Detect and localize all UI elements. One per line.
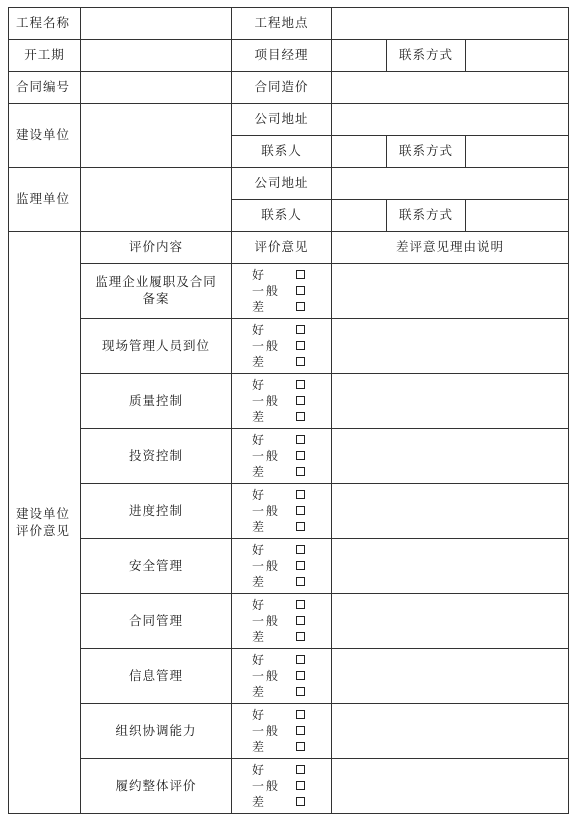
- rating-option: [252, 558, 331, 574]
- col-content-header: 评价内容: [81, 232, 232, 264]
- rating-options: [232, 264, 332, 319]
- rating-option: [252, 762, 331, 778]
- rating-checkbox[interactable]: [296, 781, 305, 790]
- rating-checkbox[interactable]: [296, 286, 305, 295]
- rating-checkbox[interactable]: [296, 467, 305, 476]
- rating-option: [252, 338, 331, 354]
- rating-option-label: 差: [252, 685, 267, 699]
- contract-no-label: 合同编号: [9, 72, 81, 104]
- col-explain-header: 差评意见理由说明: [332, 232, 569, 264]
- start-date-label: 开工期: [9, 40, 81, 72]
- evaluation-row: [9, 539, 569, 594]
- rating-option-label: 差: [252, 520, 267, 534]
- rating-checkbox[interactable]: [296, 490, 305, 499]
- start-date-field[interactable]: [81, 40, 232, 72]
- rating-option-label: 一般: [252, 504, 281, 518]
- rating-option: [252, 519, 331, 535]
- rating-checkbox[interactable]: [296, 616, 305, 625]
- rating-option: [252, 283, 331, 299]
- project-name-label: 工程名称: [9, 8, 81, 40]
- project-manager-label: 项目经理: [232, 40, 332, 72]
- criterion-label: 投资控制: [81, 429, 232, 484]
- rating-options: [232, 374, 332, 429]
- rating-checkbox[interactable]: [296, 687, 305, 696]
- evaluation-row: [9, 759, 569, 814]
- builder-label: 建设单位: [9, 104, 81, 168]
- rating-checkbox[interactable]: [296, 671, 305, 680]
- evaluation-row: [9, 484, 569, 539]
- rating-option-label: 一般: [252, 614, 281, 628]
- evaluation-row: [9, 594, 569, 649]
- rating-option-label: 好: [252, 323, 267, 337]
- explanation-field[interactable]: [332, 429, 569, 484]
- explanation-field[interactable]: [332, 264, 569, 319]
- criterion-label: 安全管理: [81, 539, 232, 594]
- evaluation-section-label-line2: 评价意见: [16, 522, 71, 538]
- evaluation-row: [9, 429, 569, 484]
- rating-options: [232, 704, 332, 759]
- rating-option: [252, 409, 331, 425]
- rating-checkbox[interactable]: [296, 341, 305, 350]
- supervisor-address-field[interactable]: [332, 168, 569, 200]
- rating-checkbox[interactable]: [296, 270, 305, 279]
- rating-option-label: 一般: [252, 779, 281, 793]
- supervisor-contact-person-field[interactable]: [332, 200, 387, 232]
- contract-price-field[interactable]: [332, 72, 569, 104]
- evaluation-row: [9, 374, 569, 429]
- rating-option: [252, 652, 331, 668]
- builder-address-field[interactable]: [332, 104, 569, 136]
- rating-options: [232, 429, 332, 484]
- rating-option-label: 好: [252, 708, 267, 722]
- builder-name-field[interactable]: [81, 104, 232, 168]
- rating-option: [252, 574, 331, 590]
- rating-checkbox[interactable]: [296, 726, 305, 735]
- rating-checkbox[interactable]: [296, 396, 305, 405]
- rating-options: [232, 539, 332, 594]
- rating-options: [232, 649, 332, 704]
- evaluation-row: [9, 264, 569, 319]
- rating-option-label: 一般: [252, 284, 281, 298]
- rating-option-label: 差: [252, 795, 267, 809]
- rating-checkbox[interactable]: [296, 451, 305, 460]
- project-site-field[interactable]: [332, 8, 569, 40]
- project-name-field[interactable]: [81, 8, 232, 40]
- contract-no-field[interactable]: [81, 72, 232, 104]
- rating-option: [252, 684, 331, 700]
- rating-option-label: 差: [252, 300, 267, 314]
- rating-options: [232, 594, 332, 649]
- explanation-field[interactable]: [332, 319, 569, 374]
- rating-checkbox[interactable]: [296, 632, 305, 641]
- rating-option-label: 一般: [252, 559, 281, 573]
- rating-option-label: 好: [252, 653, 267, 667]
- evaluation-row: [9, 649, 569, 704]
- rating-checkbox[interactable]: [296, 742, 305, 751]
- col-opinion-header: 评价意见: [232, 232, 332, 264]
- rating-option: [252, 448, 331, 464]
- supervisor-name-field[interactable]: [81, 168, 232, 232]
- rating-option: [252, 503, 331, 519]
- evaluation-section-label-line1: 建设单位: [16, 505, 71, 521]
- rating-checkbox[interactable]: [296, 765, 305, 774]
- explanation-field[interactable]: [332, 484, 569, 539]
- rating-option-label: 一般: [252, 724, 281, 738]
- criterion-label: 信息管理: [81, 649, 232, 704]
- rating-option-label: 好: [252, 378, 267, 392]
- project-site-label: 工程地点: [232, 8, 332, 40]
- rating-option: [252, 613, 331, 629]
- rating-option-label: 一般: [252, 669, 281, 683]
- rating-option: [252, 377, 331, 393]
- criterion-label: 质量控制: [81, 374, 232, 429]
- rating-option: [252, 542, 331, 558]
- explanation-field[interactable]: [332, 539, 569, 594]
- rating-checkbox[interactable]: [296, 302, 305, 311]
- rating-checkbox[interactable]: [296, 655, 305, 664]
- row-start-date: [9, 40, 569, 72]
- rating-checkbox[interactable]: [296, 545, 305, 554]
- supervisor-contact-person-label: 联系人: [232, 200, 332, 232]
- rating-option-label: 好: [252, 543, 267, 557]
- rating-option: [252, 794, 331, 810]
- project-manager-field[interactable]: [332, 40, 387, 72]
- rating-option-label: 好: [252, 268, 267, 282]
- rating-option: [252, 267, 331, 283]
- rating-option-label: 好: [252, 488, 267, 502]
- rating-option: [252, 487, 331, 503]
- rating-option: [252, 464, 331, 480]
- rating-option: [252, 354, 331, 370]
- rating-checkbox[interactable]: [296, 506, 305, 515]
- evaluation-section-label: [9, 232, 81, 814]
- builder-contact-person-field[interactable]: [332, 136, 387, 168]
- rating-option-label: 差: [252, 630, 267, 644]
- rating-checkbox[interactable]: [296, 797, 305, 806]
- supervisor-address-label: 公司地址: [232, 168, 332, 200]
- rating-checkbox[interactable]: [296, 600, 305, 609]
- evaluation-form: [8, 7, 569, 814]
- rating-option: [252, 723, 331, 739]
- explanation-field[interactable]: [332, 374, 569, 429]
- rating-checkbox[interactable]: [296, 577, 305, 586]
- criterion-label: 监理企业履职及合同备案: [81, 264, 232, 319]
- rating-checkbox[interactable]: [296, 380, 305, 389]
- criterion-label: 进度控制: [81, 484, 232, 539]
- rating-option-label: 好: [252, 433, 267, 447]
- rating-option-label: 差: [252, 575, 267, 589]
- rating-checkbox[interactable]: [296, 561, 305, 570]
- explanation-field[interactable]: [332, 704, 569, 759]
- rating-option-label: 差: [252, 740, 267, 754]
- row-project-name: [9, 8, 569, 40]
- rating-option: [252, 629, 331, 645]
- rating-checkbox[interactable]: [296, 412, 305, 421]
- rating-checkbox[interactable]: [296, 710, 305, 719]
- builder-contact-method-field[interactable]: [466, 136, 569, 168]
- rating-option: [252, 322, 331, 338]
- rating-option: [252, 597, 331, 613]
- builder-address-label: 公司地址: [232, 104, 332, 136]
- row-evaluation-header: [9, 232, 569, 264]
- explanation-field[interactable]: [332, 594, 569, 649]
- rating-option: [252, 739, 331, 755]
- rating-options: [232, 319, 332, 374]
- evaluation-row: [9, 319, 569, 374]
- rating-option-label: 一般: [252, 339, 281, 353]
- rating-option-label: 差: [252, 410, 267, 424]
- rating-option: [252, 393, 331, 409]
- rating-option-label: 好: [252, 598, 267, 612]
- criterion-label: 现场管理人员到位: [81, 319, 232, 374]
- criterion-label: 履约整体评价: [81, 759, 232, 814]
- criterion-label: 合同管理: [81, 594, 232, 649]
- row-contract: [9, 72, 569, 104]
- rating-checkbox[interactable]: [296, 357, 305, 366]
- rating-option: [252, 668, 331, 684]
- rating-option-label: 好: [252, 763, 267, 777]
- rating-option-label: 差: [252, 465, 267, 479]
- evaluation-row: [9, 704, 569, 759]
- rating-options: [232, 484, 332, 539]
- supervisor-contact-method-field[interactable]: [466, 200, 569, 232]
- contract-price-label: 合同造价: [232, 72, 332, 104]
- row-builder-address: [9, 104, 569, 136]
- rating-checkbox[interactable]: [296, 522, 305, 531]
- rating-option: [252, 299, 331, 315]
- builder-contact-person-label: 联系人: [232, 136, 332, 168]
- explanation-field[interactable]: [332, 759, 569, 814]
- row-supervisor-address: [9, 168, 569, 200]
- explanation-field[interactable]: [332, 649, 569, 704]
- contact-method-label: 联系方式: [387, 40, 466, 72]
- rating-checkbox[interactable]: [296, 435, 305, 444]
- rating-option: [252, 707, 331, 723]
- rating-option-label: 一般: [252, 394, 281, 408]
- builder-contact-method-label: 联系方式: [387, 136, 466, 168]
- supervisor-label: 监理单位: [9, 168, 81, 232]
- rating-option-label: 差: [252, 355, 267, 369]
- rating-options: [232, 759, 332, 814]
- supervisor-contact-method-label: 联系方式: [387, 200, 466, 232]
- criterion-label: 组织协调能力: [81, 704, 232, 759]
- rating-option: [252, 432, 331, 448]
- rating-option-label: 一般: [252, 449, 281, 463]
- rating-option: [252, 778, 331, 794]
- rating-checkbox[interactable]: [296, 325, 305, 334]
- contact-method-field[interactable]: [466, 40, 569, 72]
